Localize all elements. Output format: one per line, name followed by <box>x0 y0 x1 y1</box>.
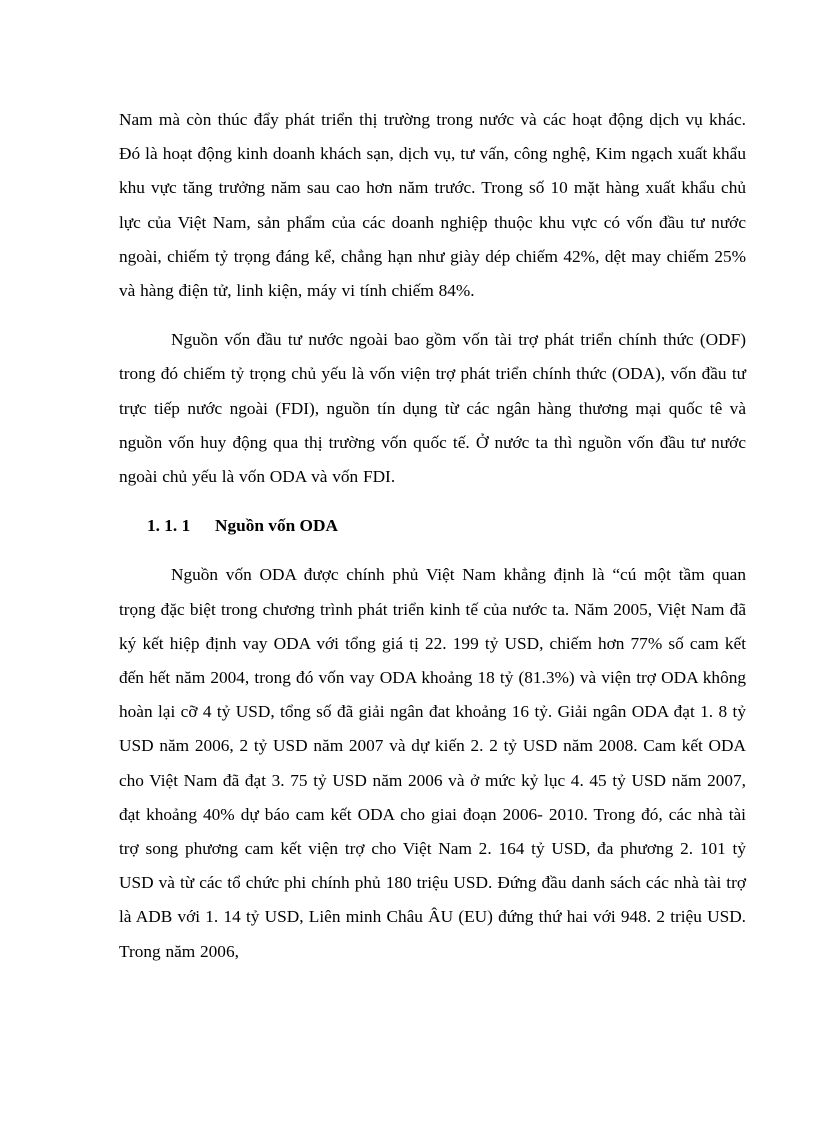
section-title: Nguồn vốn ODA <box>215 516 338 536</box>
section-number: 1. 1. 1 <box>147 516 191 536</box>
paragraph-oda: Nguồn vốn ODA được chính phủ Việt Nam khẳng định là “cú một tầm quan trọng đặc biệt trong chương trình phát triển kinh tế của nước ta. Năm 2005, Việt Nam đã ký kết hiệp định vay ODA với tổng giá tị 22. 199 tỷ USD, chiếm hơn 77% số cam kết đến hết năm 2004, trong đó vốn vay ODA khoảng 18 tỷ (81.3%) và viện trợ ODA không hoàn lại cỡ 4 tỷ USD, tổng số đã giải ngân đat khoảng 16 tỷ. Giải ngân ODA đạt 1. 8 tỷ USD năm 2006, 2 tỷ USD năm 2007 và dự kiến 2. 2 tỷ USD năm 2008. Cam kết ODA cho Việt Nam đã đạt 3. 75 tỷ USD năm 2006 và ở mức kỷ lục 4. 45 tỷ USD năm 2007, đạt khoảng 40% dự báo cam kết ODA cho giai đoạn 2006- 2010. Trong đó, các nhà tài trợ song phương cam kết viện trợ cho Việt Nam 2. 164 tỷ USD, đa phương 2. 101 tỷ USD và từ các tổ chức phi chính phủ 180 triệu USD. Đứng đầu danh sách các nhà tài trợ là ADB với 1. 14 tỷ USD, Liên minh Châu ÂU (EU) đứng thứ hai với 948. 2 triệu USD. Trong năm 2006, <box>119 565 746 961</box>
paragraph-foreign-capital-sources: Nguồn vốn đầu tư nước ngoài bao gồm vốn tài trợ phát triển chính thức (ODF) trong đó chiếm tỷ trọng chủ yếu là vốn viện trợ phát triển chính thức (ODA), vốn đầu tư trực tiếp nước ngoài (FDI), nguồn tín dụng từ các ngân hàng thương mại quốc tê và nguồn vốn huy động qua thị trường vốn quốc tế. Ở nước ta thì nguồn vốn đầu tư nước ngoài chủ yếu là vốn ODA và vốn FDI. <box>119 330 746 487</box>
paragraph-fdi-exports: Nam mà còn thúc đẩy phát triển thị trường trong nước và các hoạt động dịch vụ khác. Đó là hoạt động kinh doanh khách sạn, dịch vụ, tư vấn, công nghệ, Kim ngạch xuất khẩu khu vực tăng trưởng năm sau cao hơn năm trước. Trong số 10 mặt hàng xuất khẩu chủ lực của Việt Nam, sản phẩm của các doanh nghiệp thuộc khu vực có vốn đầu tư nước ngoài, chiếm tỷ trọng đáng kể, chẳng hạn như giày dép chiếm 42%, dệt may chiếm 25% và hàng điện tử, linh kiện, máy vi tính chiếm 84%. <box>119 110 746 301</box>
section-heading <box>147 509 746 543</box>
